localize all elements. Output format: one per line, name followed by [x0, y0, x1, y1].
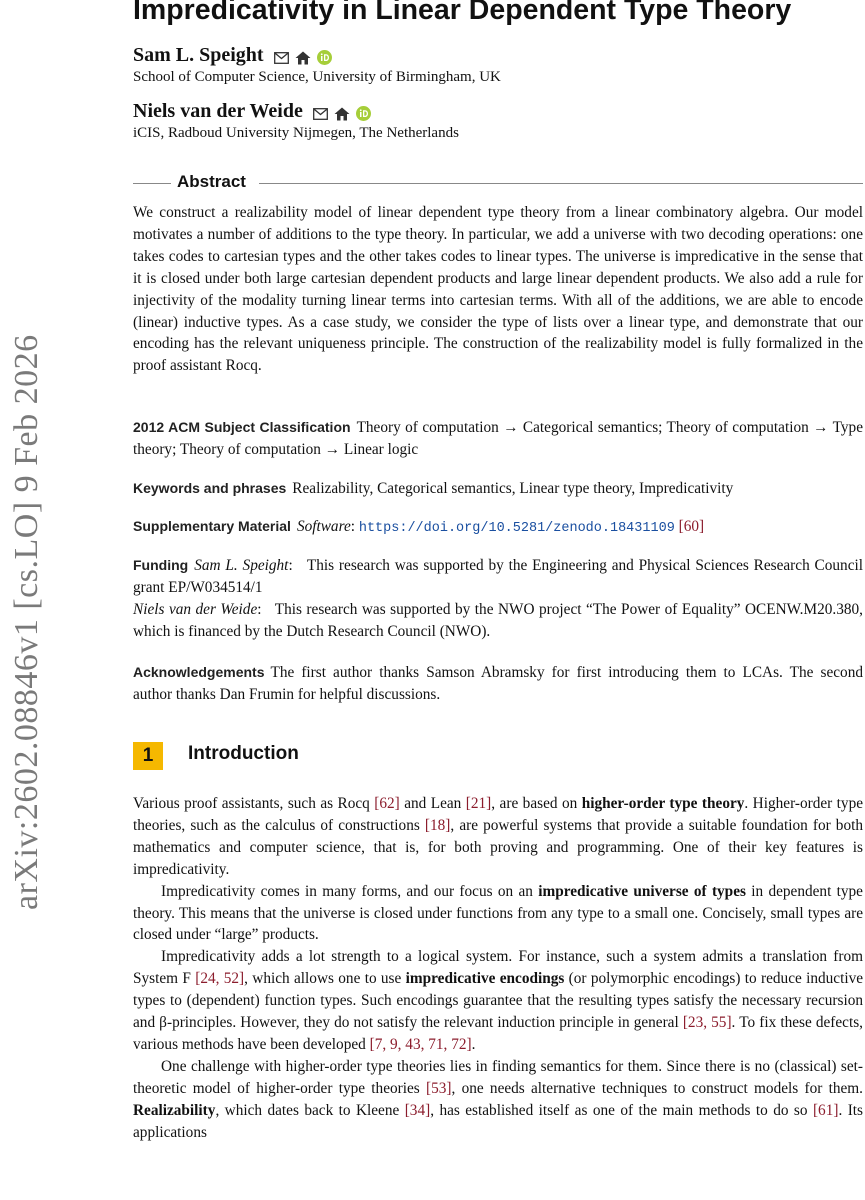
- citation-link[interactable]: [53]: [425, 1079, 452, 1097]
- funding-who: Sam L. Speight: [194, 557, 289, 574]
- author-affiliation: School of Computer Science, University of Birmingham, UK: [133, 69, 501, 85]
- author-block-2: [133, 100, 853, 142]
- citation-link[interactable]: [34]: [404, 1101, 431, 1119]
- author-contact-icons: [313, 104, 373, 122]
- citation-link[interactable]: [7, 9, 43, 71, 72]: [369, 1035, 472, 1053]
- divider: [259, 183, 863, 184]
- citation-link[interactable]: [60]: [678, 518, 705, 535]
- abstract-text: We construct a realizability model of linear dependent type theory from a linear combinatory algebra. Our model motivates a number of additions to the type theory. In particular, we add a universe with two decoding operations: one takes codes to cartesian types and the other takes codes to linear types. The universe is impredicative in the sense that it is closed under both large cartesian dependent products and large linear dependent products. We also add a rule for injectivity of the modality turning linear terms into cartesian terms. With all of the additions, we are able to encode (linear) inductive types. As a case study, we consider the type of lists over a linear type, and demonstrate that our encoding has the relevant uniqueness principle. The construction of the realizability model is fully formalized in the proof assistant Rocq.: [133, 204, 863, 375]
- text-run: and Lean: [399, 795, 466, 812]
- abstract-heading: [133, 172, 863, 194]
- text-run: Various proof assistants, such as Rocq: [133, 795, 375, 812]
- emphasis: impredicative universe of types: [538, 882, 746, 900]
- author-name: Sam L. Speight: [133, 44, 264, 66]
- text-run: Impredicativity adds a lot strength to a logical system. For instance, such a system admits a translation from System F: [133, 948, 863, 988]
- citation-link[interactable]: [62]: [374, 795, 400, 812]
- emphasis: higher-order type theory: [581, 795, 745, 812]
- text-run: , which allows one to use: [244, 970, 406, 988]
- acm-classification: [133, 416, 863, 461]
- author-block-1: [133, 44, 853, 86]
- citation-link[interactable]: [23, 55]: [682, 1014, 732, 1032]
- paragraph: [133, 881, 863, 947]
- acm-label: 2012 ACM Subject Classification: [133, 419, 351, 435]
- introduction-body: [133, 793, 863, 1144]
- citation-link[interactable]: [18]: [424, 816, 451, 834]
- citation-link[interactable]: [61]: [812, 1101, 839, 1119]
- author-name: Niels van der Weide: [133, 100, 303, 122]
- email-icon[interactable]: [274, 52, 289, 64]
- keywords-label: Keywords and phrases: [133, 480, 287, 496]
- author-contact-icons: [274, 48, 334, 66]
- paper-title: Impredicativity in Linear Dependent Type Theory: [133, 0, 792, 26]
- emphasis: Realizability: [133, 1101, 216, 1119]
- abstract-label: Abstract: [177, 172, 246, 191]
- email-icon[interactable]: [313, 108, 328, 120]
- text-run: . Higher-order type theories, such as the calculus of constructions: [133, 795, 864, 834]
- supplementary-label: Supplementary Material: [133, 518, 291, 534]
- text-run: (or polymorphic encodings) to reduce inductive types to (dependent) function types. Such encodings guarantee that the resulting types satisfy the necessary recursion and β-principles. However, they do not satisfy the relevant induction principle in general: [133, 970, 864, 1032]
- text-run: in dependent type theory. This means that the universe is closed under functions from any type to a small one. Concisely, small types are closed under “large” products.: [133, 882, 863, 944]
- acm-text: Theory of computation → Categorical semantics; Theory of computation → Type theory; Theory of computation → Linear logic: [133, 419, 863, 458]
- funding-who: Niels van der Weide: [133, 601, 258, 618]
- keywords: [133, 477, 863, 500]
- divider: [133, 183, 171, 184]
- orcid-icon[interactable]: [317, 50, 332, 65]
- text-run: , has established itself as one of the main methods to do so: [430, 1101, 813, 1119]
- section-heading: [133, 742, 863, 772]
- citation-link[interactable]: [24, 52]: [195, 970, 245, 988]
- section-number: 1: [133, 742, 163, 770]
- text-run: . Its applications: [133, 1101, 863, 1141]
- text-run: , which dates back to Kleene: [215, 1101, 405, 1119]
- text-run: . To fix these defects, various methods have been developed: [133, 1014, 863, 1053]
- author-affiliation: iCIS, Radboud University Nijmegen, The Netherlands: [133, 125, 459, 141]
- home-icon[interactable]: [334, 107, 350, 121]
- supplementary-link[interactable]: https://doi.org/10.5281/zenodo.18431109: [358, 521, 675, 536]
- paragraph: [133, 793, 863, 881]
- supplementary-material: Supplementary Material Software: https://doi.org/10.5281/zenodo.18431109 [60]: [133, 518, 705, 536]
- funding-text: This research was supported by the NWO project “The Power of Equality” OCENW.M20.380, which is financed by the Dutch Research Council (NWO).: [133, 601, 863, 640]
- supplementary-kind: Software: [296, 518, 351, 535]
- funding-label: Funding: [133, 557, 189, 573]
- text-run: .: [471, 1035, 476, 1053]
- keywords-text: Realizability, Categorical semantics, Linear type theory, Impredicativity: [292, 480, 734, 497]
- text-run: Impredicativity comes in many forms, and our focus on an: [161, 882, 539, 900]
- section-title: Introduction: [188, 743, 299, 764]
- acknowledgements-text: The first author thanks Samson Abramsky for first introducing them to LCAs. The second author thanks Dan Frumin for helpful discussions.: [133, 664, 863, 703]
- text-run: , are powerful systems that provide a suitable foundation for both mathematics and computer science, that is, for both proving and programming. One of their key features is impredicativity.: [133, 816, 863, 878]
- citation-link[interactable]: [21]: [465, 795, 492, 812]
- paragraph: [133, 946, 863, 1056]
- home-icon[interactable]: [295, 51, 311, 65]
- text-run: , one needs alternative techniques to construct models for them.: [451, 1079, 863, 1097]
- emphasis: impredicative encodings: [405, 970, 565, 988]
- paragraph: [133, 1056, 863, 1144]
- funding: Funding Sam L. Speight: This research was supported by the Engineering and Physical Sciences Research Council grant EP/W034514/1 Niels van der Weide: This research was supported by the NWO project “The Power of Equality” OCENW.M20.380, which is financed by the Dutch Research Council (NWO).: [133, 557, 863, 640]
- text-run: One challenge with higher-order type theories lies in finding semantics for them. Since there is no (classical) set-theoretic model of higher-order type theories: [133, 1057, 863, 1097]
- funding-text: This research was supported by the Engineering and Physical Sciences Research Council grant EP/W034514/1: [133, 557, 863, 596]
- acknowledgements-label: Acknowledgements: [133, 664, 265, 680]
- arxiv-identifier: arXiv:2602.08846v1 [cs.LO] 9 Feb 2026: [8, 334, 45, 910]
- text-run: , are based on: [491, 795, 582, 812]
- acknowledgements: [133, 661, 863, 706]
- orcid-icon[interactable]: [356, 106, 371, 121]
